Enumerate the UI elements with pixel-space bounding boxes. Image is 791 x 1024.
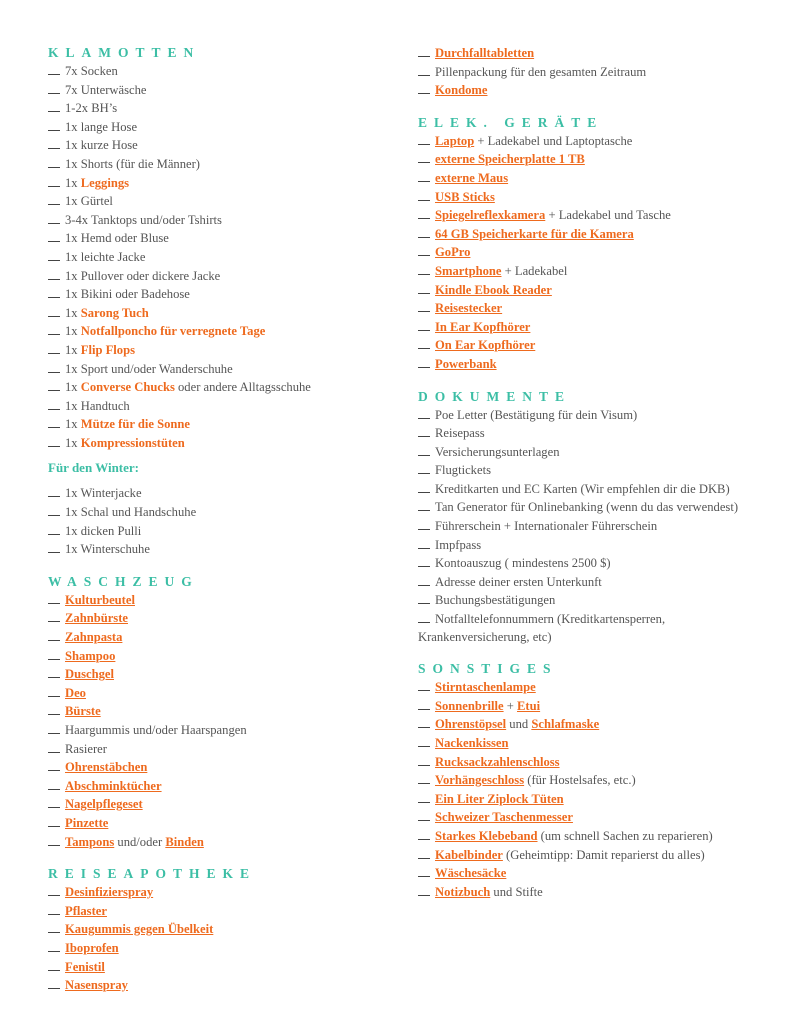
item-link[interactable]: Schlafmaske bbox=[531, 717, 600, 732]
checkbox-blank bbox=[48, 609, 60, 622]
checkbox-blank bbox=[48, 434, 60, 447]
checkbox-blank bbox=[418, 169, 430, 182]
item-text: Flugtickets bbox=[435, 463, 491, 478]
checkbox-blank bbox=[48, 322, 60, 335]
item-text: 3-4x Tanktops und/oder Tshirts bbox=[65, 212, 222, 227]
checklist-item bbox=[418, 846, 763, 865]
checkbox-blank bbox=[418, 44, 430, 57]
checklist-item bbox=[418, 734, 763, 753]
item-link[interactable]: Wäschesäcke bbox=[435, 866, 507, 881]
checklist-item bbox=[418, 517, 763, 536]
checklist-item bbox=[48, 155, 378, 174]
checklist-item bbox=[418, 225, 763, 244]
checklist-item bbox=[48, 248, 378, 267]
item-link[interactable]: Etui bbox=[517, 698, 541, 713]
checklist-item bbox=[418, 715, 763, 734]
item-text: 1x bbox=[65, 435, 81, 450]
checklist-item bbox=[418, 443, 763, 462]
item-text: (um schnell Sachen zu reparieren) bbox=[537, 828, 713, 843]
checklist-item bbox=[418, 318, 763, 337]
checkbox-blank bbox=[48, 155, 60, 168]
item-text: 1x kurze Hose bbox=[65, 138, 138, 153]
item-text: + Ladekabel bbox=[501, 263, 568, 278]
item-link[interactable]: Schweizer Taschenmesser bbox=[435, 810, 573, 825]
checkbox-blank bbox=[48, 174, 60, 187]
item-highlight-text: Kompressionstüten bbox=[80, 435, 185, 450]
checklist-item bbox=[48, 740, 378, 759]
item-link[interactable]: 64 GB Speicherkarte für die Kamera bbox=[435, 226, 634, 241]
checklist-item bbox=[48, 591, 378, 610]
checkbox-blank bbox=[418, 150, 430, 163]
checklist-item bbox=[48, 229, 378, 248]
checkbox-blank bbox=[48, 758, 60, 771]
checkbox-blank bbox=[48, 647, 60, 660]
checkbox-blank bbox=[48, 118, 60, 131]
checkbox-blank bbox=[418, 808, 430, 821]
item-link[interactable]: Shampoo bbox=[65, 648, 116, 663]
checklist-item bbox=[418, 44, 763, 63]
item-link[interactable]: Ohrenstäbchen bbox=[65, 760, 148, 775]
section-title-reiseapotheke: REISEAPOTHEKE bbox=[48, 866, 257, 882]
checklist-item bbox=[418, 591, 763, 610]
checkbox-blank bbox=[48, 503, 60, 516]
checkbox-blank bbox=[418, 536, 430, 549]
item-text: 1x bbox=[65, 417, 81, 432]
item-text: 1x Sport und/oder Wanderschuhe bbox=[65, 361, 233, 376]
checkbox-blank bbox=[418, 790, 430, 803]
checklist-item bbox=[418, 262, 763, 281]
checkbox-blank bbox=[48, 883, 60, 896]
item-link[interactable]: Kaugummis gegen Übelkeit bbox=[65, 922, 214, 937]
item-text: und/oder bbox=[114, 834, 166, 849]
item-text: 1x lange Hose bbox=[65, 119, 138, 134]
item-text: oder andere Alltagsschuhe bbox=[174, 380, 311, 395]
checkbox-blank bbox=[48, 81, 60, 94]
checklist-item bbox=[418, 355, 763, 374]
winter-list bbox=[48, 484, 378, 558]
checkbox-blank bbox=[418, 406, 430, 419]
item-text: Rasierer bbox=[65, 741, 107, 756]
item-link[interactable]: GoPro bbox=[435, 245, 471, 260]
section-title-elek-geraete: ELEK. GERÄTE bbox=[418, 114, 604, 130]
checkbox-blank bbox=[48, 939, 60, 952]
checkbox-blank bbox=[48, 702, 60, 715]
checklist-item bbox=[48, 628, 378, 647]
checkbox-blank bbox=[418, 318, 430, 331]
item-link[interactable]: Laptop bbox=[435, 133, 475, 148]
checklist-item bbox=[48, 814, 378, 833]
checkbox-blank bbox=[48, 415, 60, 428]
item-text: Adresse deiner ersten Unterkunft bbox=[435, 574, 602, 589]
item-text: + bbox=[503, 698, 517, 713]
item-link[interactable]: Zahnpasta bbox=[65, 630, 123, 645]
item-text: und Stifte bbox=[490, 884, 543, 899]
checklist-item bbox=[418, 678, 763, 697]
checklist-item bbox=[48, 397, 378, 416]
checkbox-blank bbox=[418, 498, 430, 511]
checklist-item bbox=[48, 192, 378, 211]
checklist-item bbox=[418, 536, 763, 555]
checkbox-blank bbox=[48, 192, 60, 205]
checkbox-blank bbox=[418, 734, 430, 747]
checkbox-blank bbox=[48, 267, 60, 280]
checklist-item bbox=[418, 461, 763, 480]
item-text: Buchungsbestätigungen bbox=[435, 593, 556, 608]
checklist-item bbox=[418, 790, 763, 809]
item-text: Pillenpackung für den gesamten Zeitraum bbox=[435, 64, 647, 79]
checkbox-blank bbox=[48, 591, 60, 604]
checkbox-blank bbox=[48, 99, 60, 112]
checklist-item bbox=[418, 554, 763, 573]
checklist-item bbox=[418, 132, 763, 151]
checkbox-blank bbox=[48, 833, 60, 846]
checkbox-blank bbox=[418, 715, 430, 728]
item-text: Kontoauszug ( mindestens 2500 $) bbox=[435, 556, 611, 571]
checklist-item bbox=[48, 665, 378, 684]
checkbox-blank bbox=[418, 243, 430, 256]
checkbox-blank bbox=[48, 684, 60, 697]
checklist-item bbox=[418, 243, 763, 262]
item-text: Kreditkarten und EC Karten (Wir empfehlen dir die DKB) bbox=[435, 481, 730, 496]
item-link[interactable]: Bürste bbox=[65, 704, 101, 719]
item-link[interactable]: Spiegelreflexkamera bbox=[435, 208, 546, 223]
item-text: Versicherungsunterlagen bbox=[435, 444, 560, 459]
checklist-item bbox=[418, 150, 763, 169]
item-link[interactable]: Powerbank bbox=[435, 356, 497, 371]
item-text: 7x Unterwäsche bbox=[65, 82, 147, 97]
checkbox-blank bbox=[418, 424, 430, 437]
item-link[interactable]: Kulturbeutel bbox=[65, 592, 135, 607]
checkbox-blank bbox=[418, 591, 430, 604]
checklist-item bbox=[418, 81, 763, 100]
item-highlight-text: Notfallponcho für verregnete Tage bbox=[80, 324, 266, 339]
checklist-item bbox=[48, 795, 378, 814]
checkbox-blank bbox=[48, 62, 60, 75]
checklist-item bbox=[418, 498, 763, 517]
item-link[interactable]: Starkes Klebeband bbox=[435, 828, 538, 843]
item-text: (für Hostelsafes, etc.) bbox=[524, 773, 636, 788]
item-highlight-text: Sarong Tuch bbox=[80, 305, 149, 320]
item-text: + Ladekabel und Laptoptasche bbox=[474, 133, 633, 148]
checkbox-blank bbox=[48, 341, 60, 354]
item-link[interactable]: Pflaster bbox=[65, 903, 107, 918]
checklist-item bbox=[48, 976, 378, 995]
item-text: 1x dicken Pulli bbox=[65, 523, 142, 538]
checklist-item bbox=[48, 920, 378, 939]
checkbox-blank bbox=[48, 360, 60, 373]
item-text: Notfalltelefonnummern (Kreditkartensperren, Krankenversicherung, etc) bbox=[418, 612, 666, 644]
checklist-item bbox=[418, 771, 763, 790]
item-text: 1-2x BH’s bbox=[65, 101, 118, 116]
item-link[interactable]: Sonnenbrille bbox=[435, 698, 504, 713]
subsection-title-winter: Für den Winter: bbox=[48, 460, 140, 476]
section-title-dokumente: DOKUMENTE bbox=[418, 388, 572, 404]
checklist-item bbox=[418, 697, 763, 716]
left-column bbox=[48, 44, 378, 995]
checklist-item bbox=[48, 118, 378, 137]
checkbox-blank bbox=[48, 248, 60, 261]
checkbox-blank bbox=[48, 777, 60, 790]
checkbox-blank bbox=[418, 517, 430, 530]
checklist-item bbox=[418, 573, 763, 592]
item-link[interactable]: Duschgel bbox=[65, 667, 114, 682]
checklist-item bbox=[48, 378, 378, 397]
checkbox-blank bbox=[418, 188, 430, 201]
checklist-item bbox=[418, 281, 763, 300]
item-text: 1x Bikini oder Badehose bbox=[65, 287, 190, 302]
checklist-item bbox=[418, 753, 763, 772]
checkbox-blank bbox=[418, 355, 430, 368]
checklist-item bbox=[48, 267, 378, 286]
checklist-item bbox=[48, 684, 378, 703]
item-highlight-text: Mütze für die Sonne bbox=[80, 417, 191, 432]
item-link[interactable]: Reisestecker bbox=[435, 301, 503, 316]
checkbox-blank bbox=[418, 554, 430, 567]
checklist-item bbox=[418, 480, 763, 499]
item-link[interactable]: Deo bbox=[65, 685, 86, 700]
klamotten-list bbox=[48, 62, 378, 452]
checkbox-blank bbox=[418, 610, 430, 623]
checklist-item bbox=[418, 610, 763, 646]
item-link[interactable]: Nagelpflegeset bbox=[65, 797, 143, 812]
checkbox-blank bbox=[418, 480, 430, 493]
checkbox-blank bbox=[48, 540, 60, 553]
item-text: + Ladekabel und Tasche bbox=[545, 208, 671, 223]
checklist-item bbox=[418, 169, 763, 188]
checkbox-blank bbox=[48, 740, 60, 753]
checklist-item bbox=[418, 206, 763, 225]
checkbox-blank bbox=[418, 771, 430, 784]
checklist-item bbox=[48, 902, 378, 921]
checkbox-blank bbox=[418, 573, 430, 586]
item-link[interactable]: Fenistil bbox=[65, 959, 105, 974]
checkbox-blank bbox=[418, 753, 430, 766]
item-link[interactable]: Vorhängeschloss bbox=[435, 773, 525, 788]
checklist-item bbox=[48, 81, 378, 100]
checklist-item bbox=[48, 484, 378, 503]
checkbox-blank bbox=[418, 461, 430, 474]
checklist-item bbox=[418, 424, 763, 443]
checkbox-blank bbox=[48, 721, 60, 734]
item-link[interactable]: Kabelbinder bbox=[435, 847, 503, 862]
item-link[interactable]: Nasenspray bbox=[65, 978, 128, 993]
checkbox-blank bbox=[48, 958, 60, 971]
item-highlight-text: Leggings bbox=[80, 175, 130, 190]
checkbox-blank bbox=[48, 814, 60, 827]
checkbox-blank bbox=[418, 864, 430, 877]
checklist-item bbox=[48, 758, 378, 777]
checkbox-blank bbox=[418, 443, 430, 456]
checkbox-blank bbox=[418, 225, 430, 238]
reiseapotheke-list bbox=[48, 883, 378, 995]
item-text: und bbox=[506, 717, 532, 732]
item-link[interactable]: Binden bbox=[165, 834, 204, 849]
item-text: 1x Winterschuhe bbox=[65, 542, 150, 557]
section-title-sonstiges: SONSTIGES bbox=[418, 661, 558, 677]
checkbox-blank bbox=[48, 920, 60, 933]
elek-list bbox=[418, 132, 763, 374]
item-link[interactable]: In Ear Kopfhörer bbox=[435, 319, 531, 334]
checklist-item bbox=[48, 939, 378, 958]
item-link[interactable]: Zahnbürste bbox=[65, 611, 128, 626]
checklist-item bbox=[48, 883, 378, 902]
checklist-item bbox=[48, 99, 378, 118]
right-column bbox=[418, 44, 763, 901]
checkbox-blank bbox=[48, 285, 60, 298]
checklist-item bbox=[418, 63, 763, 82]
checklist-item bbox=[418, 864, 763, 883]
item-text: (Geheimtipp: Damit reparierst du alles) bbox=[502, 847, 705, 862]
checklist-item bbox=[48, 211, 378, 230]
checklist-item bbox=[48, 322, 378, 341]
item-text: Haargummis und/oder Haarspangen bbox=[65, 723, 247, 737]
item-link[interactable]: Ohrenstöpsel bbox=[435, 717, 507, 732]
checklist-item bbox=[48, 62, 378, 81]
checklist-item bbox=[48, 958, 378, 977]
item-link[interactable]: Durchfalltabletten bbox=[435, 46, 535, 60]
section-title-waschzeug: WASCHZEUG bbox=[48, 573, 199, 589]
item-highlight-text: Flip Flops bbox=[80, 342, 135, 357]
item-text: Führerschein + Internationaler Führerschein bbox=[435, 519, 658, 534]
item-text: 1x bbox=[65, 342, 81, 357]
checkbox-blank bbox=[418, 697, 430, 710]
item-link[interactable]: externe Speicherplatte 1 TB bbox=[435, 152, 585, 167]
item-link[interactable]: Rucksackzahlenschloss bbox=[435, 754, 560, 769]
item-text: 7x Socken bbox=[65, 64, 118, 78]
checklist-item bbox=[48, 777, 378, 796]
checklist-item bbox=[48, 647, 378, 666]
checkbox-blank bbox=[418, 336, 430, 349]
item-link[interactable]: Iboprofen bbox=[65, 940, 119, 955]
item-text: 1x bbox=[65, 380, 81, 395]
item-text: Tan Generator für Onlinebanking (wenn du das verwendest) bbox=[435, 500, 739, 515]
dokumente-list bbox=[418, 406, 763, 647]
item-text: Impfpass bbox=[435, 537, 482, 552]
checklist-item bbox=[418, 336, 763, 355]
item-link[interactable]: Tampons bbox=[65, 834, 115, 849]
checkbox-blank bbox=[48, 484, 60, 497]
checklist-item bbox=[418, 883, 763, 902]
item-text: Poe Letter (Bestätigung für dein Visum) bbox=[435, 407, 638, 422]
item-text: 1x bbox=[65, 324, 81, 339]
checklist-item bbox=[418, 808, 763, 827]
checkbox-blank bbox=[418, 281, 430, 294]
item-text: 1x bbox=[65, 305, 81, 320]
checkbox-blank bbox=[418, 299, 430, 312]
checkbox-blank bbox=[48, 665, 60, 678]
checkbox-blank bbox=[48, 902, 60, 915]
item-link[interactable]: Nackenkissen bbox=[435, 736, 509, 750]
checklist-item bbox=[48, 304, 378, 323]
item-link[interactable]: Desinfizierspray bbox=[65, 885, 154, 900]
item-link[interactable]: externe Maus bbox=[435, 170, 509, 185]
checkbox-blank bbox=[418, 262, 430, 275]
item-text: 1x Pullover oder dickere Jacke bbox=[65, 268, 221, 283]
item-link[interactable]: On Ear Kopfhörer bbox=[435, 338, 536, 353]
checklist-item bbox=[48, 721, 378, 740]
checklist-item bbox=[418, 827, 763, 846]
item-link[interactable]: Abschminktücher bbox=[65, 778, 162, 793]
item-link[interactable]: Pinzette bbox=[65, 815, 109, 830]
checkbox-blank bbox=[48, 628, 60, 641]
checklist-item bbox=[48, 285, 378, 304]
item-text: 1x bbox=[65, 175, 81, 190]
item-link[interactable]: Kondome bbox=[435, 83, 488, 98]
item-text: 1x Handtuch bbox=[65, 398, 130, 413]
checklist-item bbox=[48, 833, 378, 852]
checkbox-blank bbox=[418, 827, 430, 840]
waschzeug-list bbox=[48, 591, 378, 851]
item-text: Reisepass bbox=[435, 426, 485, 441]
item-text: 1x Hemd oder Bluse bbox=[65, 231, 169, 246]
item-link[interactable]: USB Sticks bbox=[435, 189, 495, 204]
checkbox-blank bbox=[48, 976, 60, 989]
checkbox-blank bbox=[48, 136, 60, 149]
checkbox-blank bbox=[48, 304, 60, 317]
checkbox-blank bbox=[418, 81, 430, 94]
checkbox-blank bbox=[48, 229, 60, 242]
checklist-item bbox=[418, 188, 763, 207]
item-link[interactable]: Stirntaschenlampe bbox=[435, 680, 536, 695]
checklist-item bbox=[48, 540, 378, 559]
checklist-item bbox=[48, 415, 378, 434]
checkbox-blank bbox=[48, 211, 60, 224]
checkbox-blank bbox=[48, 522, 60, 535]
reiseapotheke-cont-list bbox=[418, 44, 763, 100]
checklist-item bbox=[48, 360, 378, 379]
checklist-item bbox=[48, 136, 378, 155]
item-link[interactable]: Smartphone bbox=[435, 263, 502, 278]
item-link[interactable]: Ein Liter Ziplock Tüten bbox=[435, 791, 564, 806]
checklist-item bbox=[418, 299, 763, 318]
item-text: 1x Gürtel bbox=[65, 194, 113, 209]
item-text: 1x Winterjacke bbox=[65, 486, 142, 501]
checklist-item bbox=[48, 522, 378, 541]
section-title-klamotten: KLAMOTTEN bbox=[48, 45, 201, 60]
checklist-item bbox=[48, 609, 378, 628]
checkbox-blank bbox=[418, 206, 430, 219]
checklist-item bbox=[48, 434, 378, 453]
item-link[interactable]: Kindle Ebook Reader bbox=[435, 282, 552, 297]
checklist-item bbox=[48, 702, 378, 721]
checklist-item bbox=[48, 174, 378, 193]
item-highlight-text: Converse Chucks bbox=[80, 380, 175, 395]
item-link[interactable]: Notizbuch bbox=[435, 884, 491, 899]
item-text: 1x Shorts (für die Männer) bbox=[65, 156, 201, 171]
checkbox-blank bbox=[48, 795, 60, 808]
checkbox-blank bbox=[418, 883, 430, 896]
checkbox-blank bbox=[48, 378, 60, 391]
checklist-item bbox=[418, 406, 763, 425]
item-text: 1x leichte Jacke bbox=[65, 249, 146, 264]
checkbox-blank bbox=[418, 63, 430, 76]
checkbox-blank bbox=[48, 397, 60, 410]
checkbox-blank bbox=[418, 132, 430, 145]
checklist-item bbox=[48, 341, 378, 360]
checklist-item bbox=[48, 503, 378, 522]
sonstiges-list bbox=[418, 678, 763, 901]
checkbox-blank bbox=[418, 846, 430, 859]
item-text: 1x Schal und Handschuhe bbox=[65, 505, 197, 520]
checkbox-blank bbox=[418, 678, 430, 691]
